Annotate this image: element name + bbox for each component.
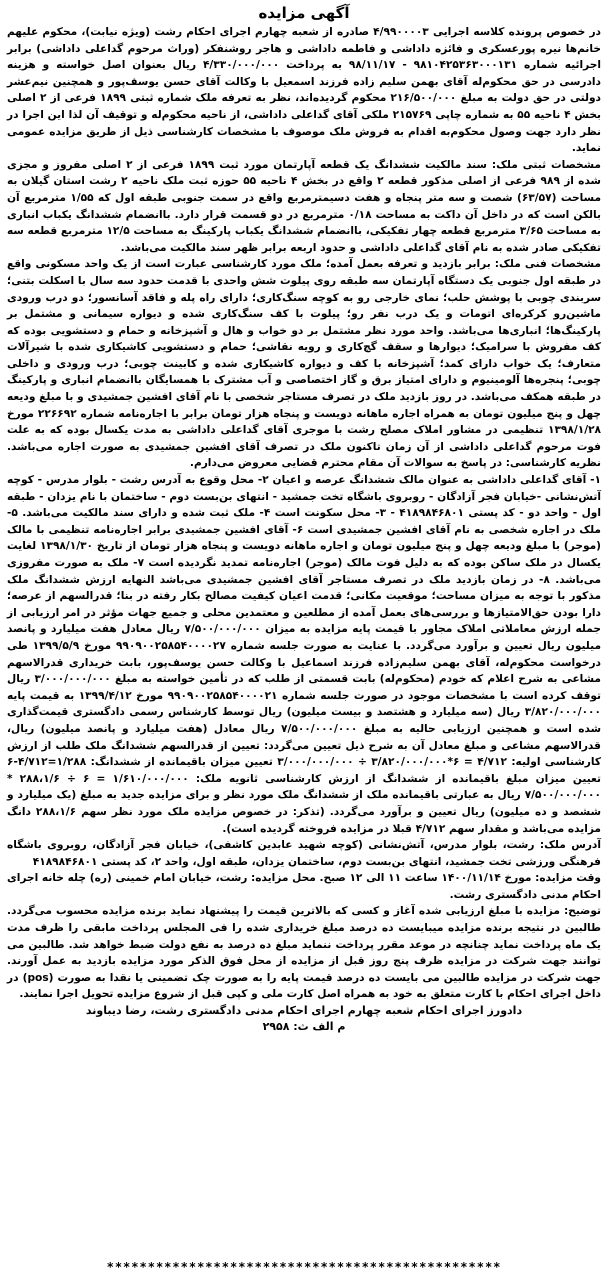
notice-code: م الف ث: ۲۹۵۸ [262,1020,346,1034]
star-divider: ************************************************ [106,1260,502,1274]
notice-paragraph-explanation: توضیح: مزایده با مبلغ ارزیابی شده آغاز و کسی که بالاترین قیمت را پیشنهاد نماید برنده مزایده محسوب می‌گردد. طالبین در نتیجه برنده مزایده میبایست ده درصد مبلغ خریداری شده را فی المجلس پرداخت مابقی را ظرف مدت یک ماه پرداخت نماید چنانچه در موعد مقرر پرداخت ننماید مبلغ ده درصد به نفع دولت ضبط خواهد شد. طالبین می توانند جهت شرکت در مزایده ظرف پنج روز قبل از مزایده از محل فوق الذکر مورد مزایده بازدید به عمل آورند. جهت شرکت در مزایده طالبین می بایست ده درصد قیمت پایه را به صورت چک تضمینی یا نقدا به صورت (pos) در داخل اجرای احکام با کارت متعلق به خود به همراه اصل کارت ملی و کپی قبل از شروع مزایده تحویل اجرا نمایند. [7,905,601,1001]
notice-paragraph-time-place: وقت مزایده: مورخ ۱۴۰۰/۱۱/۱۴ ساعت ۱۱ الی ۱۲ صبح. محل مزایده: رشت، خیابان امام خمینی (ره) چله خانه اجرای احکام مدنی دادگستری رشت. [7,872,602,901]
notice-paragraph-registration: مشخصات ثبتی ملک: سند مالکیت ششدانگ یک قطعه آپارتمان مورد ثبت ۱۸۹۹ فرعی از ۲ اصلی مفروز و مجزی شده از ۹۸۹ فرعی از اصلی مذکور قطعه ۲ واقع در بخش ۴ ناحیه ۵۵ حوزه ثبت ملک ناحیه ۲ رشت استان گیلان به مساحت (۶۳/۵۷) شصت و سه متر پنجاه و هفت دسیمترمربع واقع در سمت جنوبی طبقه اول که ۱/۵۵ مترمربع آن بالکن است که در داخل آن داکت به مساحت ۰/۱۸ مترمربع در دو قسمت قرار دارد. باانضمام ششدانگ یکباب انباری به مساحت ۳/۶۵ مترمربع قطعه چهار تفکیکی، باانضمام ششدانگ یکباب پارکینگ به مساحت ۱۲/۵ مترمربع قطعه سه تفکیکی صادر شده به نام آقای گداعلی داداشی و حدود اربعه برابر ظهر سند مالکیت می‌باشد. [7,158,602,254]
notice-signature: دادورز اجرای احکام شعبه چهارم اجرای احکام مدنی دادگستری رشت، رضا دیباوند [85,1004,523,1018]
notice-paragraph-expert-opinion: ۱- آقای گداعلی داداشی به عنوان مالک ششدانگ عرصه و اعیان ۲- محل وقوع به آدرس رشت - بلوار مدرس - کوچه آتش‌نشانی -خیابان فجر آزادگان - روبروی باشگاه تخت جمشید - انتهای بن‌بست دوم - ساختمان با نام یزدان - طبقه اول - واحد دو - کد پستی ۴۱۸۹۸۴۶۸۰۱ - ۳- محل سکونت است ۴- ملک ثبت شده و دارای سند مالکیت می‌باشد. ۵- ملک در اجاره شخصی به نام آقای افشین جمشیدی است ۶- آقای افشین جمشیدی برابر اجاره‌نامه تنظیمی با مالک (موجر) با مبلغ ودیعه چهل و پنج میلیون تومان و اجاره ماهانه دویست و پنجاه هزار تومان از تاریخ ۱۳۹۸/۱/۳۰ لغایت یکسال در ملک ساکن بوده که به دلیل فوت مالک (موجر) اجاره‌نامه تمدید نگردیده است ۷- ملک به صورت مفروزی می‌باشد. ۸- در زمان بازدید ملک در تصرف مستاجر آقای افشین جمشیدی می‌باشد النهایه ارزش ششدانگ ملک مذکور با توجه به میزان مساحت؛ موقعیت مکانی؛ قدمت اعیان کیفیت مصالح بکار رفته در بنا؛ قدرالسهم از عرصه؛ دارا بودن حق‌الامتیازها و بررسی‌های بعمل آمده از مطلعین و معتمدین محلی و جمیع جهات مؤثر در امر ارزیابی از جمله ارزش معاملاتی املاک مجاور با قیمت پایه مزایده به میزان ۷/۵۰۰/۰۰۰/۰۰۰ ریال معادل هفت میلیارد و پانصد میلیون ریال تعیین و برآورد می‌گردد. با عنایت به صورت جلسه شماره ۹۹۰۹۰۰۲۵۸۵۴۰۰۰۰۲۷ مورخ ۱۳۹۹/۵/۹ طی درخواست محکوم‌له، آقای بهمن سلیم‌زاده فرزند اسماعیل با وکالت حسن یوسف‌پور، بابت خریداری قدرالاسهم مشاعی به شرح اعلام که خودم (محکوم‌له) بابت قسمتی از طلب که در تأمین خواسته به مبلغ ۳/۰۰۰/۰۰۰/۰۰۰ ریال توقف کرده است با مشخصات موجود در صورت جلسه شماره ۹۹۰۹۰۰۲۵۸۵۴۰۰۰۰۲۱ مورخ ۱۳۹۹/۴/۱۲ به قیمت پایه ۳/۸۲۰/۰۰۰/۰۰۰ ریال (سه میلیارد و هشتصد و بیست میلیون) ریال توسط کارشناس رسمی دادگستری قیمت‌گذاری شده است و همچنین ارزیابی حالیه به مبلغ ۷/۵۰۰/۰۰۰/۰۰۰ ریال معادل (هفت میلیارد و پانصد میلیون) ریال، قدرالاسهم مشاعی و مبلغ معادل آن به شرح ذیل تعیین می‌گردد: تعیین از قدرالسهم ششدانگ ملک طلب از ارزش کارشناسی اولیه: ۴/۷۱۲ = ۶*۳/۸۲۰/۰۰۰/۰۰۰ ÷ ۳/۰۰۰/۰۰۰/۰۰۰ تعیین میزان باقیمانده از ششدانگ: ۱/۲۸۸=۴/۷۱۲-۶ تعیین میزان مبلغ باقیمانده از ششدانگ از ارزش کارشناسی ثانویه ملک: ۱/۶۱۰/۰۰۰/۰۰۰ = ۶ ÷ ۲۸۸،۱/۶ * ۷/۵۰۰/۰۰۰/۰۰۰ ریال به عبارتی باقیمانده ملک از ششدانگ ملک مورد نظر و برای مزایده جدید به مبلغ (یک میلیارد و ششصد و ده میلیون) ریال تعیین و برآورد می‌گردد. (تذکر: در خصوص مزایده ملک مورد نظر سهم ۲۸۸،۱/۶ دانگ مزایده می‌باشد و مقدار سهم ۴/۷۱۲ قبلا در مزایده فروخته گردیده است). [7,474,602,835]
notice-body [7,24,601,1003]
notice-paragraph-address: آدرس ملک: رشت، بلوار مدرس، آتش‌نشانی (کوچه شهید عابدین کاشفی)، خیابان فجر آزادگان، روبروی باشگاه فرهنگی ورزشی تخت جمشید، انتهای بن‌بست دوم، ساختمان یزدان، طبقه اول، واحد ۲، کد پستی ۴۱۸۹۸۴۶۸۰۱ [7,839,601,868]
notice-paragraph-intro: در خصوص پرونده کلاسه اجرایی ۴/۹۹۰۰۰۰۳ صادره از شعبه چهارم اجرای احکام رشت (ویژه نیابت)، محکوم علیهم خانم‌ها نیره پورعسکری و فائزه داداشی و فاطمه داداشی و هاجر روشنفکر (وراث مرحوم گداعلی داداشی) برابر اجرائیه شماره ۹۸۱۰۴۲۵۳۶۳۰۰۰۱۳۱ - ۹۸/۱۱/۱۷ به پرداخت ۴/۳۳۰/۰۰۰/۰۰۰ ریال بعنوان اصل خواسته و هزینه دادرسی در حق محکوم‌له آقای بهمن سلیم زاده فرزند اسمعیل با وکالت آقای حسن یوسف‌پور و همچنین نیم‌عشر دولتی در حق دولت به مبلغ ۲۱۶/۵۰۰/۰۰۰ محکوم گردیده‌اند، نظر به تعرفه ملک شماره ثبتی ۱۸۹۹ فرعی از ۲ اصلی بخش ۴ ناحیه ۵۵ به شماره چاپی ۲۱۵۷۶۹ ملکی آقای گداعلی داداشی، از ناحیه محکوم‌له و توقیف آن لذا این اجرا در نظر دارد جهت وصول محکوم‌به اقدام به فروش ملک موصوف با مشخصات کارشناسی ذیل از طریق مزایده عمومی نماید. [7,26,601,155]
notice-title: آگهی مزایده [258,4,350,22]
notice-paragraph-technical: مشخصات فنی ملک: برابر بازدید و تعرفه بعمل آمده؛ ملک مورد کارشناسی عبارت است از یک واحد مسکونی واقع در طبقه اول جنوبی یک دستگاه آپارتمان سه طبقه روی پیلوت شش واحدی با قدمت حدود سه سال با اسکلت بتنی؛ سربندی چوبی با پوشش حلب؛ نمای خارجی رو به کوچه سنگ‌کاری؛ دارای راه پله و فاقد آسانسور؛ دو درب ورودی ماشین‌رو کرکره‌ای اتومات و یک درب نفر رو؛ پیلوت با کف سنگ‌کاری شده و دیواره سیمانی و مشتمل بر پارکینگ‌ها؛ انباری‌ها می‌باشد. واحد مورد نظر مشتمل بر دو خواب و هال و آشپزخانه و حمام و دستشویی بوده که کف مفروش با سرامیک؛ دیوارها و سقف گچ‌کاری و رویه نقاشی؛ حمام و دستشویی کاشیکاری شده با شیرآلات متعارف؛ یک خواب دارای کمد؛ آشپزخانه با کف و دیواره کاشیکاری شده و کابینت چوبی؛ درب ورودی و داخلی چوبی؛ پنجره‌ها آلومینیوم و دارای امتیاز برق و گاز اختصاصی و آب مشترک با همسایگان باانضمام انباری و پارکینگ در طبقه همکف می‌باشد. در روز بازدید ملک در تصرف مستاجر شخصی با نام آقای افشین جمشیدی و با مبلغ ودیعه چهل و پنج میلیون تومان به همراه اجاره ماهانه دویست و پنجاه هزار تومان برابر با اجاره‌نامه شماره ۲۲۶۶۹۲ مورخ ۱۳۹۸/۱/۲۸ تنظیمی در مشاور املاک مصلح رشت با موجری آقای گداعلی داداشی به مدت یکسال بوده که به علت فوت مرحوم گداعلی داداشی از آن زمان تاکنون ملک در تصرف آقای افشین جمشیدی به صورت اجاره می‌باشد. نظریه کارشناسی: در پاسخ به سوالات آن مقام محترم قضایی معروض می‌دارم. [7,258,602,470]
